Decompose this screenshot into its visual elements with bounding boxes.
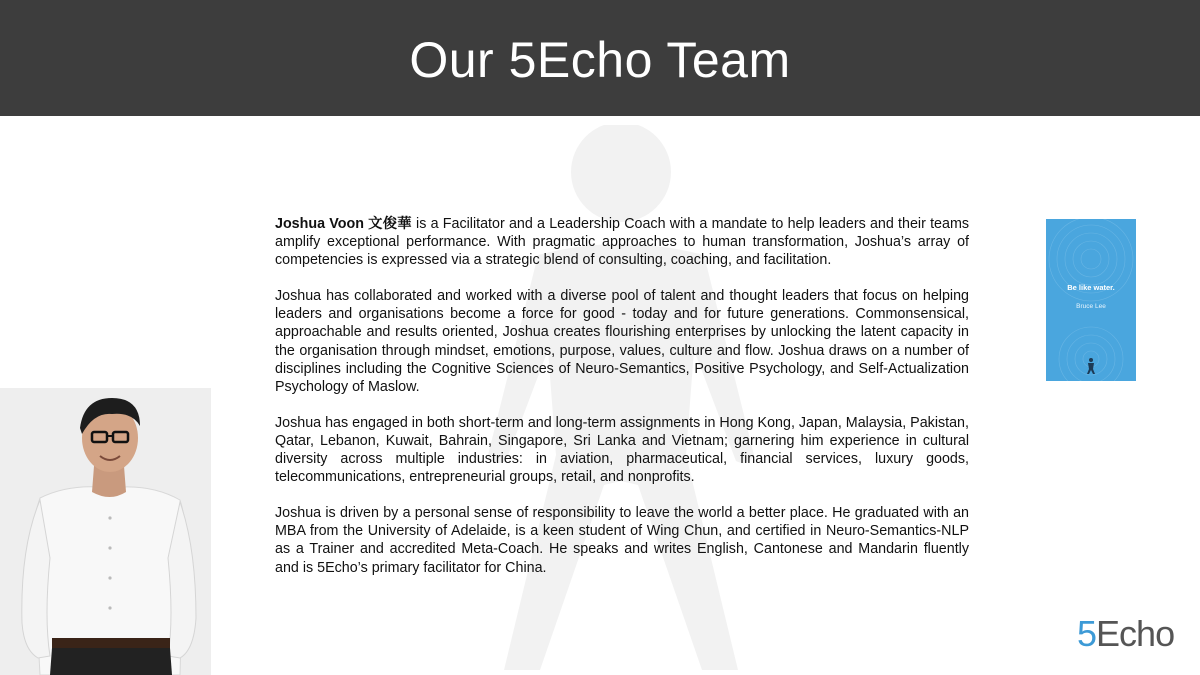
book-author: Bruce Lee bbox=[1076, 303, 1106, 310]
bio-paragraph: Joshua has engaged in both short-term and long-term assignments in Hong Kong, Japan, Malaysia, Pakistan, Qatar, Lebanon, Kuwait, Bahrain, Singapore, Sri Lanka and Vietnam; garnering him experience in cultural diversity across multiple industries: in aviation, pharmaceutical, financial services, luxury goods, telecommunications, entrepreneurial groups, retail, and nonprofits. bbox=[275, 414, 969, 486]
bio-paragraph: Joshua has collaborated and worked with a diverse pool of talent and thought leaders that focus on helping leaders and organisations become a force for good - today and for future generations. Commonsensical, approachable and results oriented, Joshua creates flourishing enterprises by unlocking the latent capacity in the organisation through mindset, emotions, purpose, values, culture and flow. Joshua draws on a number of disciplines including the Cognitive Sciences of Neuro-Semantics, Positive Psychology, and Self-Actualization Psychology of Maslow. bbox=[275, 288, 969, 395]
bio-paragraph bbox=[275, 215, 969, 269]
bio-paragraph: Joshua is driven by a personal sense of responsibility to leave the world a better place. He graduated with an MBA from the University of Adelaide, is a keen student of Wing Chun, and certified in Neuro-Semantics-NLP as a Trainer and accredited Meta-Coach. He speaks and writes English, Cantonese and Mandarin fluently and is 5Echo’s primary facilitator for China. bbox=[275, 505, 969, 576]
logo-five: 5 bbox=[1077, 613, 1097, 654]
figure-icon bbox=[1084, 357, 1098, 375]
bio-paragraph-1-text: is a Facilitator and a Leadership Coach with a mandate to help leaders and their teams amplify exceptional performance. With pragmatic approaches to human transformation, Joshua’s array of competencies is expressed via a strategic blend of consulting, coaching, and facilitation. bbox=[275, 216, 969, 269]
company-logo bbox=[1077, 613, 1187, 655]
slide-title: Our 5Echo Team bbox=[409, 32, 791, 88]
person-name: Joshua Voon 文俊華 bbox=[275, 216, 412, 232]
logo-echo: Echo bbox=[1096, 613, 1175, 654]
book-cover bbox=[1046, 219, 1136, 381]
bio-text bbox=[275, 215, 969, 595]
person-photo bbox=[0, 388, 211, 675]
slide-header bbox=[0, 0, 1200, 116]
book-title: Be like water. bbox=[1067, 283, 1115, 292]
